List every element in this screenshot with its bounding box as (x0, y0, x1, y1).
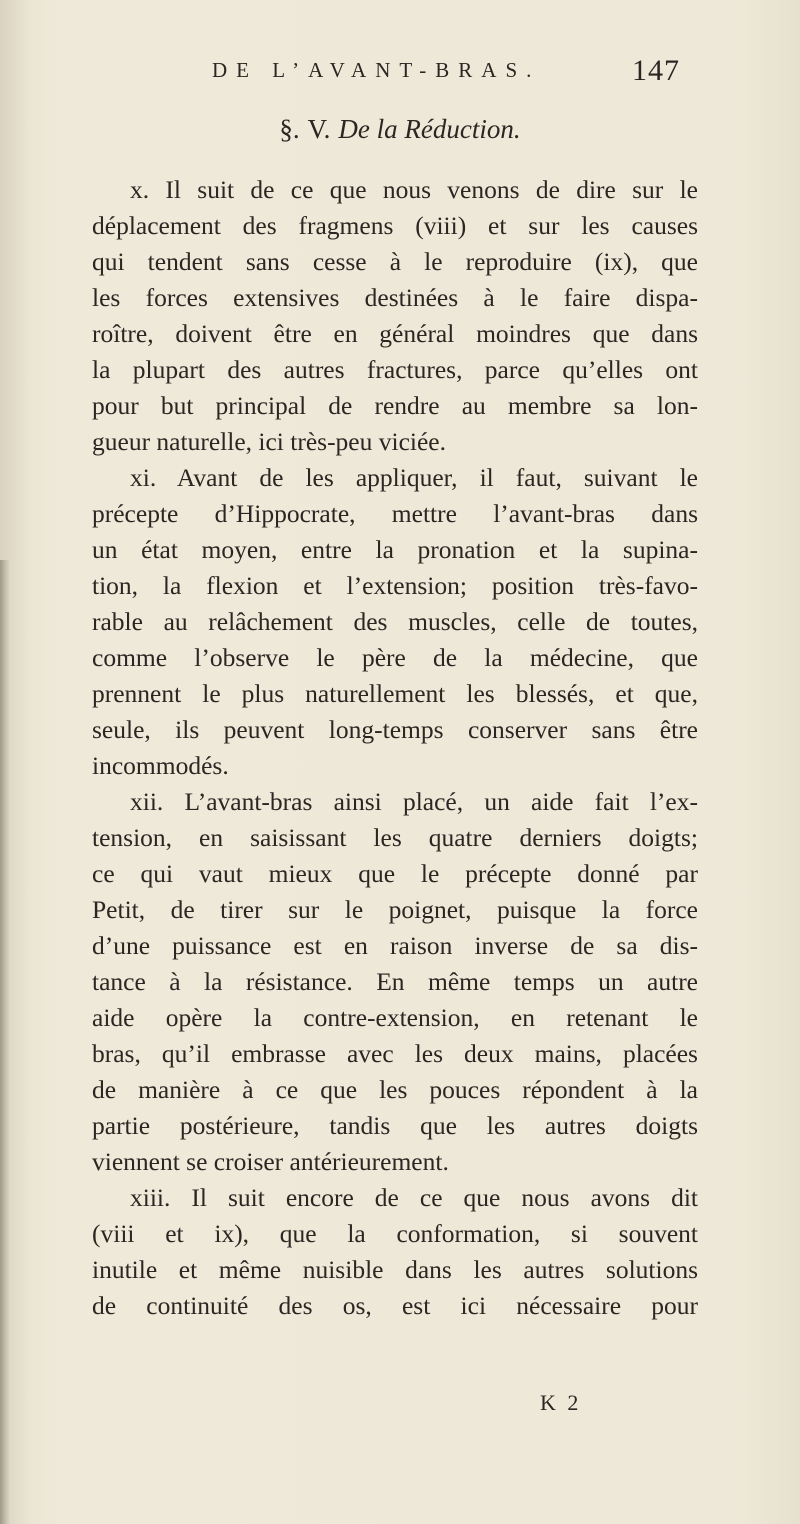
text-line: la plupart des autres fractures, parce qu’elles ont (92, 355, 698, 384)
text-line: (viii et ix), que la conformation, si souvent (92, 1219, 698, 1248)
text-line: tance à la résistance. En même temps un autre (92, 967, 698, 996)
text-line: déplacement des fragmens (viii) et sur les causes (92, 211, 698, 240)
text-line: d’une puissance est en raison inverse de sa dis- (92, 931, 698, 960)
text-line: aide opère la contre-extension, en retenant le (92, 1003, 698, 1032)
section-heading (0, 114, 800, 145)
text-line: précepte d’Hippocrate, mettre l’avant-bras dans (92, 499, 698, 528)
text-line: roître, doivent être en général moindres que dans (92, 319, 698, 348)
text-line: prennent le plus naturellement les blessés, et que, (92, 679, 698, 708)
text-line: rable au relâchement des muscles, celle de toutes, (92, 607, 698, 636)
text-line: Petit, de tirer sur le poignet, puisque la force (92, 895, 698, 924)
section-number: V. (307, 114, 331, 144)
text-line: incommodés. (92, 751, 229, 780)
page-number: 147 (632, 54, 680, 87)
text-line: bras, qu’il embrasse avec les deux mains, placées (92, 1039, 698, 1068)
section-symbol: §. (279, 114, 300, 144)
text-line: de manière à ce que les pouces répondent à la (92, 1075, 698, 1104)
text-line: gueur naturelle, ici très-peu viciée. (92, 427, 446, 456)
text-line: xi. Avant de les appliquer, il faut, suivant le (130, 463, 698, 492)
text-line: les forces extensives destinées à le faire dispa- (92, 283, 698, 312)
page-edge-shadow (0, 560, 10, 1524)
running-head: DE L’AVANT-BRAS. (212, 58, 541, 82)
text-line: viennent se croiser antérieurement. (92, 1147, 449, 1176)
page-header (0, 54, 800, 98)
text-line: inutile et même nuisible dans les autres solutions (92, 1255, 698, 1284)
text-line: x. Il suit de ce que nous venons de dire sur le (130, 175, 698, 204)
text-line: pour but principal de rendre au membre sa lon- (92, 391, 698, 420)
section-title: De la Réduction. (338, 114, 521, 144)
text-line: partie postérieure, tandis que les autres doigts (92, 1111, 698, 1140)
text-line: xii. L’avant-bras ainsi placé, un aide fait l’ex- (130, 787, 698, 816)
text-line: ce qui vaut mieux que le précepte donné par (92, 859, 698, 888)
text-line: comme l’observe le père de la médecine, que (92, 643, 698, 672)
text-line: qui tendent sans cesse à le reproduire (ix), que (92, 247, 698, 276)
text-line: seule, ils peuvent long-temps conserver sans être (92, 715, 698, 744)
text-line: tion, la flexion et l’extension; position très-favo- (92, 571, 698, 600)
text-line: xiii. Il suit encore de ce que nous avons dit (130, 1183, 698, 1212)
text-line: de continuité des os, est ici nécessaire pour (92, 1291, 698, 1320)
signature-mark: K 2 (540, 1390, 582, 1415)
text-line: un état moyen, entre la pronation et la supina- (92, 535, 698, 564)
text-line: tension, en saisissant les quatre derniers doigts; (92, 823, 698, 852)
